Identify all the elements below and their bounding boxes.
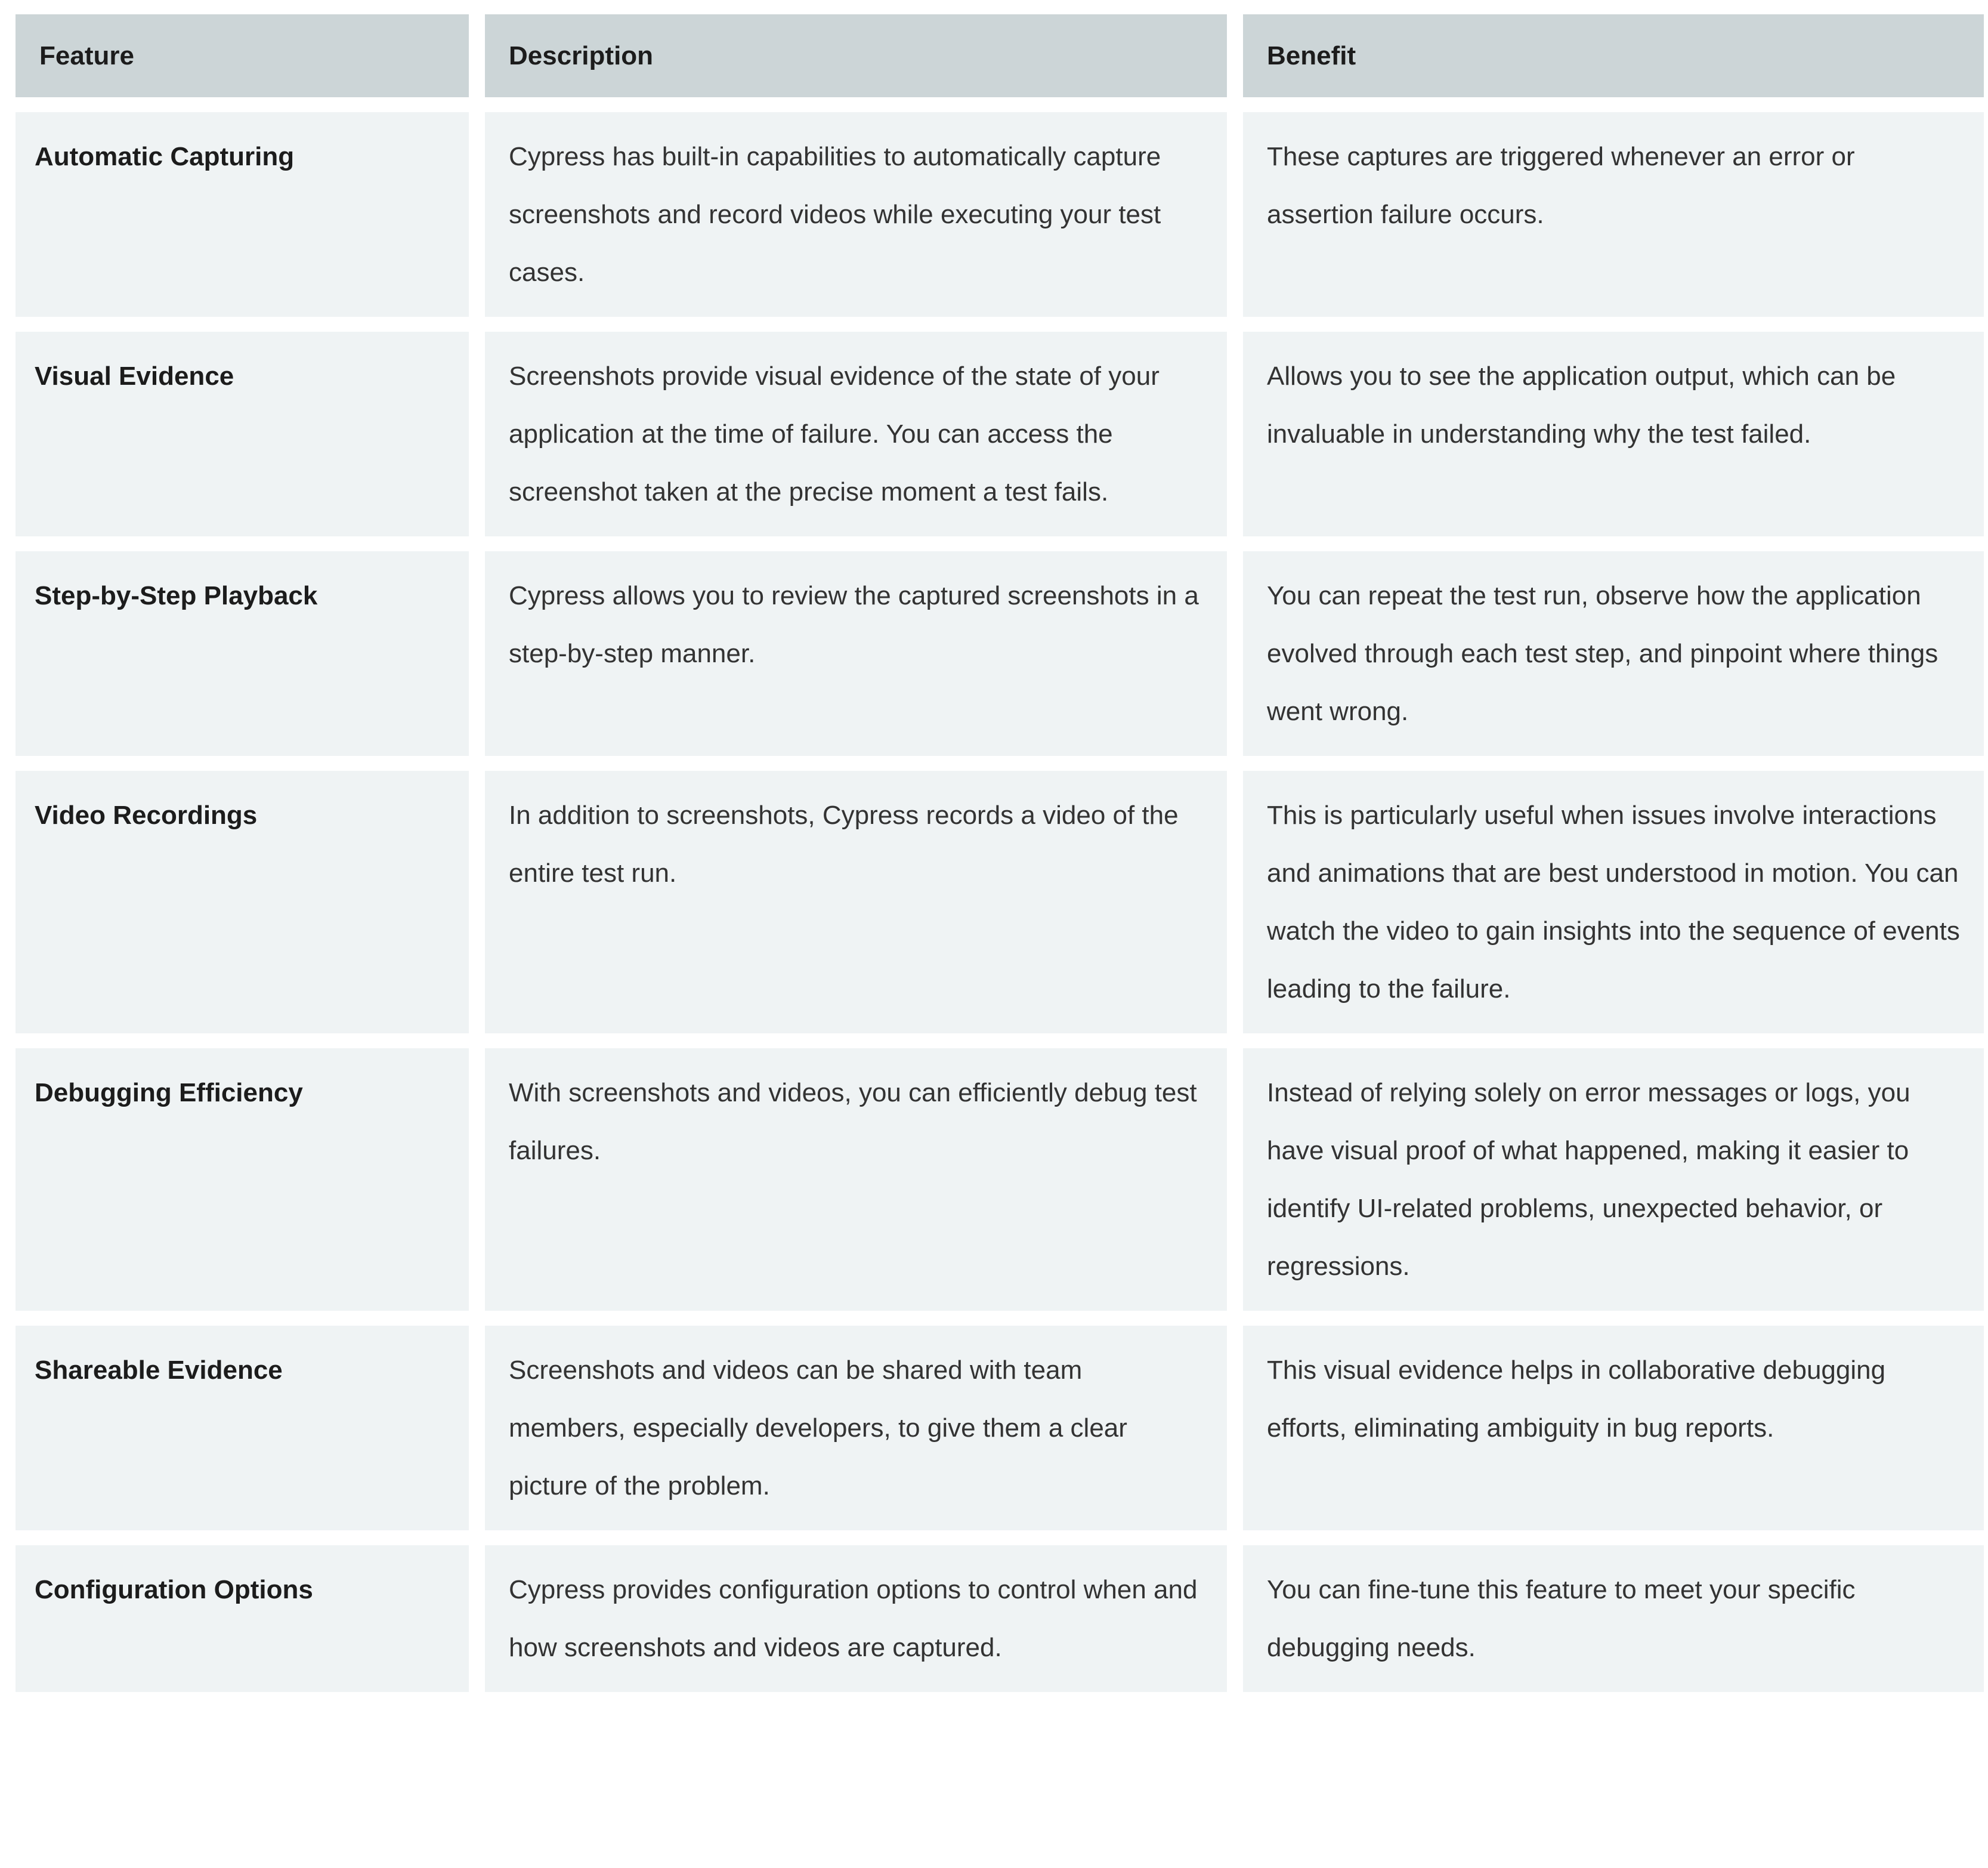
feature-cell: Step-by-Step Playback	[16, 551, 469, 756]
benefit-cell: This visual evidence helps in collaborative debugging efforts, eliminating ambiguity in bug reports.	[1243, 1326, 1984, 1530]
feature-cell: Visual Evidence	[16, 332, 469, 536]
description-cell: Screenshots and videos can be shared with team members, especially developers, to give them a clear picture of the problem.	[485, 1326, 1227, 1530]
description-cell: Cypress allows you to review the captured screenshots in a step-by-step manner.	[485, 551, 1227, 756]
description-cell: In addition to screenshots, Cypress records a video of the entire test run.	[485, 771, 1227, 1033]
feature-cell: Configuration Options	[16, 1545, 469, 1692]
benefit-cell: You can fine-tune this feature to meet your specific debugging needs.	[1243, 1545, 1984, 1692]
benefit-cell: You can repeat the test run, observe how the application evolved through each test step, and pinpoint where things went wrong.	[1243, 551, 1984, 756]
description-cell: Cypress has built-in capabilities to automatically capture screenshots and record videos while executing your test cases.	[485, 112, 1227, 317]
feature-cell: Video Recordings	[16, 771, 469, 1033]
benefit-cell: Instead of relying solely on error messages or logs, you have visual proof of what happened, making it easier to identify UI-related problems, unexpected behavior, or regressions.	[1243, 1048, 1984, 1311]
description-cell: Screenshots provide visual evidence of the state of your application at the time of failure. You can access the screenshot taken at the precise moment a test fails.	[485, 332, 1227, 536]
description-cell: With screenshots and videos, you can efficiently debug test failures.	[485, 1048, 1227, 1311]
feature-cell: Debugging Efficiency	[16, 1048, 469, 1311]
feature-cell: Automatic Capturing	[16, 112, 469, 317]
column-header-description: Description	[485, 14, 1227, 97]
description-cell: Cypress provides configuration options to control when and how screenshots and videos are captured.	[485, 1545, 1227, 1692]
column-header-benefit: Benefit	[1243, 14, 1984, 97]
benefit-cell: These captures are triggered whenever an error or assertion failure occurs.	[1243, 112, 1984, 317]
benefit-cell: This is particularly useful when issues involve interactions and animations that are best understood in motion. You can watch the video to gain insights into the sequence of events leading to the failure.	[1243, 771, 1984, 1033]
benefit-cell: Allows you to see the application output, which can be invaluable in understanding why the test failed.	[1243, 332, 1984, 536]
features-table	[16, 14, 1984, 1692]
feature-cell: Shareable Evidence	[16, 1326, 469, 1530]
column-header-feature: Feature	[16, 14, 469, 97]
